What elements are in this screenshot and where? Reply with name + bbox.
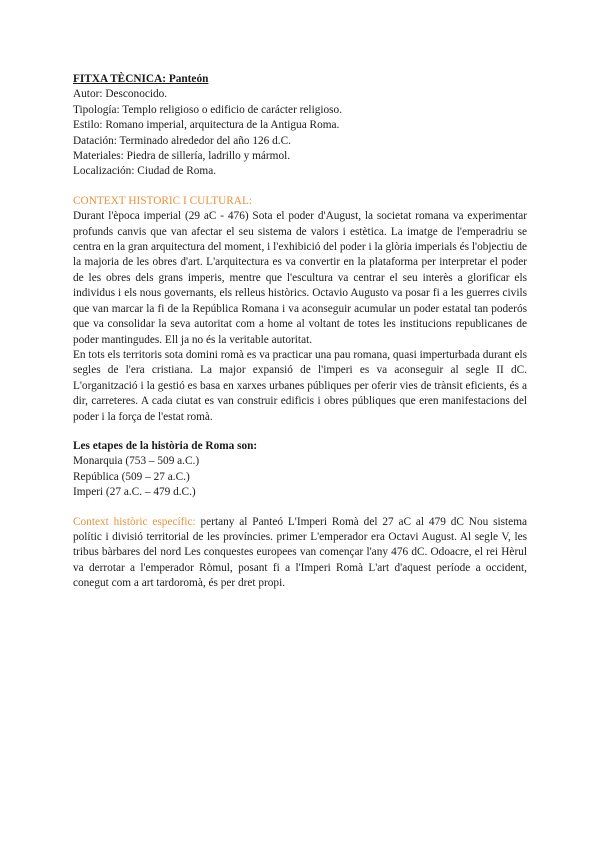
context-paragraph-2: En tots els territoris sota domini romà es va practicar una pau romana, quasi imperturbada durant els segles de l'era cristiana. La major expansió de l'imperi es va aconseguir al segle II dC. L'organització i la gestió es basa en xarxes urbanes públiques per oferir vies de trànsit eficients, és a dir, carreteres. A cada ciutat es van construir edificis i obres públiques que eren manifestacions del poder i la força de l'estat romà. (73, 348, 527, 423)
context-paragraph-1: Durant l'època imperial (29 aC - 476) Sota el poder d'August, la societat romana va experimentar profunds canvis que van afectar el seu sistema de valors i estètica. La imatge de l'emperadriu se centra en la gran arquitectura del moment, i l'exhibició del poder i la glòria imperials és l'objectiu de la majoria de les obres d'art. L'arquitectura es va convertir en la plataforma per interpretar el poder de les obres dels grans imperis, mentre que l'escultura va centrar el seu interès a glorificar els individus i els nous governants, els relleus històrics. Octavio Augusto va posar fi a les guerres civils que van marcar la fi de la República Romana i va aconseguir acumular un poder estatal tan poderós que va consolidar la seva autoritat com a home al voltant de totes les institucions republicanes de poder mantingudes. Ell ja no és la veritable autoritat. (73, 210, 527, 346)
document-content (73, 72, 527, 592)
fitxa-materiales: Materiales: Piedra de sillería, ladrillo y mármol. (73, 150, 291, 163)
fitxa-localizacion: Localización: Ciudad de Roma. (73, 165, 217, 178)
especific-label: Context històric específic: (73, 515, 196, 528)
etapes-heading: Les etapes de la història de Roma son: (73, 439, 258, 452)
especific-paragraph (73, 515, 527, 592)
fitxa-autor: Autor: Desconocido. (73, 88, 168, 101)
context-heading: CONTEXT HISTORIC I CULTURAL: (73, 194, 252, 207)
etapes-item-monarquia: Monarquia (753 – 509 a.C.) (73, 455, 200, 468)
etapes-item-imperi: Imperi (27 a.C. – 479 d.C.) (73, 486, 196, 499)
especific-text: pertany al Panteó L'Imperi Romà del 27 aC al 479 dC Nou sistema polític i divisió territorial de les províncies. primer L'emperador era Octavi August. Al segle V, les tribus bàrbares del nord Les conquestes europees van començar l'any 476 dC. Odoacre, el rei Hèrul va derrotar a l'emperador Ròmul, posant fi a l'Imperi Romà L'art d'aquest període a occident, conegut com a art tardoromà, és per dret propi. (73, 515, 527, 590)
fitxa-tipologia: Tipología: Templo religioso o edificio de carácter religioso. (73, 103, 343, 116)
fitxa-estilo: Estilo: Romano imperial, arquitectura de la Antigua Roma. (73, 119, 340, 132)
etapes-item-republica: República (509 – 27 a.C.) (73, 470, 190, 483)
fitxa-datacion: Datación: Terminado alrededor del año 126 d.C. (73, 134, 291, 147)
fitxa-title: FITXA TÈCNICA: Panteón (73, 73, 209, 85)
